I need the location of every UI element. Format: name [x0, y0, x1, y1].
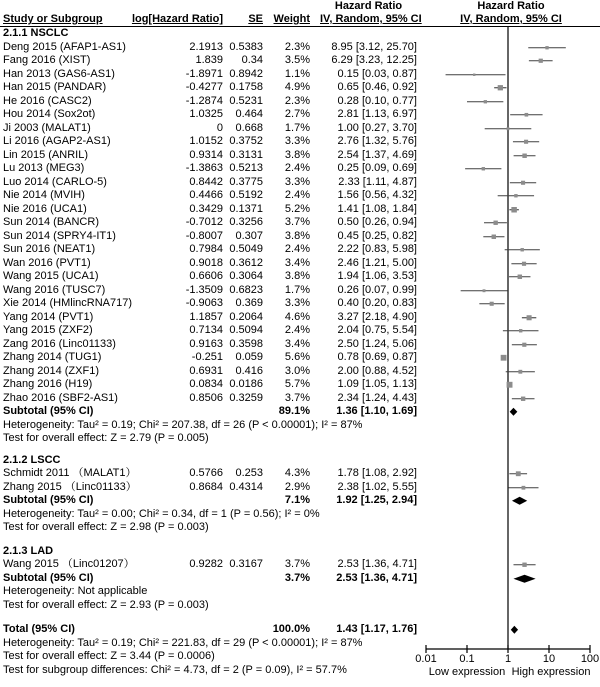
study-row: [0, 176, 600, 190]
study-row: [0, 297, 600, 311]
study-row: [0, 68, 600, 82]
study-se: 0.416: [235, 364, 263, 377]
study-se: 0.3167: [229, 558, 263, 570]
study-ci: 1.78 [1.08, 2.92]: [337, 467, 417, 479]
study-se: 0.5231: [229, 94, 263, 107]
hazard-ratio-title-text-column: Hazard Ratio: [334, 0, 403, 12]
study-se: 0.5094: [229, 324, 263, 336]
study-loghr: 0.8684: [189, 480, 223, 493]
study-weight: 4.9%: [284, 81, 310, 93]
subtotal-row: [0, 494, 600, 508]
hazard-ratio-title-plot-column: Hazard Ratio: [477, 0, 545, 12]
subtotal-ci: 2.53 [1.36, 4.71]: [336, 571, 417, 584]
axis-tick-label: 0.1: [459, 653, 475, 665]
heterogeneity-row: [0, 419, 600, 433]
subtotal-label: Subtotal (95% CI): [3, 405, 94, 417]
study-ci: 3.27 [2.18, 4.90]: [337, 310, 417, 323]
axis-label-low-expression: Low expression: [428, 666, 506, 678]
study-name: Xie 2014 (HMlincRNA717): [3, 297, 132, 309]
study-name: Wang 2015 (UCA1): [3, 270, 99, 282]
column-header-weight: Weight: [273, 13, 310, 25]
study-weight: 2.4%: [284, 324, 310, 336]
overall-effect-row-text: Test for overall effect: Z = 2.79 (P = 0.005): [3, 432, 209, 444]
section-gap: [0, 446, 600, 454]
study-row: [0, 351, 600, 365]
study-row: [0, 270, 600, 284]
heterogeneity-row-text: Heterogeneity: Not applicable: [3, 585, 148, 597]
study-row: [0, 162, 600, 176]
study-weight: 2.4%: [284, 243, 310, 255]
study-row: [0, 558, 600, 572]
study-loghr: -0.251: [191, 351, 223, 363]
heterogeneity-row-text: Heterogeneity: Tau² = 0.19; Chi² = 207.38, df = 26 (P < 0.00001); I² = 87%: [3, 418, 363, 431]
study-name: Zang 2016 (Linc01133): [3, 337, 116, 350]
study-se: 0.253: [235, 467, 263, 479]
study-weight: 3.3%: [284, 175, 310, 188]
study-name: Fang 2016 (XIST): [3, 54, 91, 66]
study-name: Yang 2015 (ZXF2): [3, 324, 93, 336]
study-ci: 0.25 [0.09, 0.69]: [337, 162, 417, 174]
study-ci: 1.09 [1.05, 1.13]: [337, 378, 417, 390]
study-loghr: 0.6931: [189, 364, 223, 377]
column-header-study: Study or Subgroup: [3, 13, 103, 25]
study-loghr: 0.6606: [189, 270, 223, 282]
study-weight: 5.2%: [284, 202, 310, 215]
subtotal-weight: 7.1%: [284, 494, 310, 506]
study-weight: 3.7%: [284, 391, 310, 404]
study-loghr: -0.4277: [185, 81, 223, 93]
study-ci: 6.29 [3.23, 12.25]: [331, 54, 417, 66]
overall-effect-row: [0, 521, 600, 535]
study-loghr: 0.4466: [189, 189, 223, 201]
study-se: 0.3775: [229, 175, 263, 188]
axis-tick-label: 10: [542, 653, 556, 665]
study-weight: 1.1%: [284, 67, 310, 80]
study-row: [0, 41, 600, 55]
subtotal-label: Subtotal (95% CI): [3, 494, 94, 506]
study-loghr: 0.9282: [189, 558, 223, 570]
study-row: [0, 467, 600, 481]
column-header-se: SE: [248, 13, 263, 25]
study-weight: 3.8%: [284, 148, 310, 161]
study-weight: 2.7%: [284, 108, 310, 120]
heterogeneity-row: [0, 508, 600, 522]
study-name: Zhang 2014 (ZXF1): [3, 364, 99, 377]
subgroup-heading-label: 2.1.3 LAD: [3, 544, 54, 557]
study-row: [0, 392, 600, 406]
study-ci: 8.95 [3.12, 25.70]: [331, 40, 417, 53]
study-weight: 3.4%: [284, 337, 310, 350]
study-loghr: 0.9018: [189, 256, 223, 269]
study-se: 0.0186: [229, 378, 263, 390]
study-name: Wang 2015 （Linc01207）: [3, 558, 135, 570]
study-loghr: 0.9314: [189, 148, 223, 161]
study-weight: 1.7%: [284, 283, 310, 296]
study-se: 0.3598: [229, 337, 263, 350]
study-loghr: -0.9063: [185, 297, 223, 309]
study-weight: 4.3%: [284, 467, 310, 479]
study-row: [0, 257, 600, 271]
study-weight: 3.8%: [284, 229, 310, 242]
study-weight: 5.7%: [284, 378, 310, 390]
overall-effect-row-text: Test for overall effect: Z = 2.98 (P = 0.003): [3, 521, 209, 533]
study-weight: 3.4%: [284, 256, 310, 269]
study-name: Sun 2014 (BANCR): [3, 216, 99, 228]
total-ci: 1.43 [1.17, 1.76]: [336, 623, 417, 635]
study-name: Deng 2015 (AFAP1-AS1): [3, 40, 126, 53]
axis-label-high-expression: High expression: [511, 666, 591, 678]
study-name: Zhang 2015 （Linc01133）: [3, 480, 137, 493]
study-row: [0, 378, 600, 392]
study-ci: 0.15 [0.03, 0.87]: [337, 67, 417, 80]
study-ci: 0.26 [0.07, 0.99]: [337, 283, 417, 296]
study-se: 0.4314: [229, 480, 263, 493]
overall-effect-row-text: Test for overall effect: Z = 2.93 (P = 0.003): [3, 598, 209, 611]
subgroup-heading-label: 2.1.2 LSCC: [3, 453, 61, 466]
study-ci: 0.50 [0.26, 0.94]: [337, 216, 417, 228]
study-ci: 1.56 [0.56, 4.32]: [337, 189, 417, 201]
subtotal-row: [0, 405, 600, 419]
study-name: Wang 2016 (TUSC7): [3, 283, 106, 296]
study-ci: 2.04 [0.75, 5.54]: [337, 324, 417, 336]
study-loghr: 1.0325: [189, 108, 223, 120]
study-ci: 2.54 [1.37, 4.69]: [337, 148, 417, 161]
study-loghr: 0.0834: [189, 378, 223, 390]
study-weight: 3.0%: [284, 364, 310, 377]
study-row: [0, 81, 600, 95]
study-weight: 2.4%: [284, 162, 310, 174]
study-ci: 0.28 [0.10, 0.77]: [337, 94, 417, 107]
study-se: 0.3131: [229, 148, 263, 161]
study-name: Luo 2014 (CARLO-5): [3, 175, 107, 188]
study-weight: 3.5%: [284, 54, 310, 66]
study-se: 0.5383: [229, 40, 263, 53]
study-name: Sun 2014 (SPRY4-IT1): [3, 229, 116, 242]
total-overall-effect-row-text: Test for overall effect: Z = 3.44 (P = 0.0006): [3, 650, 215, 662]
axis-tick-label: 0.01: [415, 653, 437, 665]
study-se: 0.307: [235, 229, 263, 242]
subtotal-weight: 89.1%: [278, 405, 310, 417]
subtotal-ci: 1.92 [1.25, 2.94]: [336, 494, 417, 506]
study-loghr: 0.5766: [189, 467, 223, 479]
study-weight: 3.3%: [284, 297, 310, 309]
study-loghr: -1.8971: [185, 67, 223, 80]
study-se: 0.5049: [229, 243, 263, 255]
study-loghr: 0.7134: [189, 324, 223, 336]
study-loghr: -0.8007: [185, 229, 223, 242]
study-weight: 5.6%: [284, 351, 310, 363]
study-row: [0, 365, 600, 379]
study-se: 0.3256: [229, 216, 263, 228]
study-loghr: 0: [216, 121, 223, 134]
study-weight: 1.7%: [284, 121, 310, 134]
study-name: Zhao 2016 (SBF2-AS1): [3, 391, 118, 404]
study-ci: 2.81 [1.13, 6.97]: [337, 108, 417, 120]
study-name: He 2016 (CASC2): [3, 94, 92, 107]
study-weight: 2.3%: [284, 94, 310, 107]
study-row: [0, 243, 600, 257]
study-ci: 0.40 [0.20, 0.83]: [337, 297, 417, 309]
subtotal-label: Subtotal (95% CI): [3, 571, 94, 584]
study-se: 0.464: [235, 108, 263, 120]
overall-effect-row: [0, 599, 600, 613]
study-name: Wan 2016 (PVT1): [3, 256, 91, 269]
study-se: 0.059: [235, 351, 263, 363]
study-name: Han 2015 (PANDAR): [3, 81, 107, 93]
study-row: [0, 230, 600, 244]
study-ci: 2.53 [1.36, 4.71]: [337, 558, 417, 570]
overall-effect-row: [0, 432, 600, 446]
study-name: Li 2016 (AGAP2-AS1): [3, 135, 111, 147]
study-row: [0, 149, 600, 163]
column-header-ci-text: IV, Random, 95% CI: [320, 13, 422, 25]
study-name: Lin 2015 (ANRIL): [3, 148, 88, 161]
study-loghr: -1.2874: [185, 94, 223, 107]
study-loghr: 0.7984: [189, 243, 223, 255]
study-row: [0, 338, 600, 352]
study-se: 0.668: [235, 121, 263, 134]
study-row: [0, 481, 600, 495]
study-se: 0.3752: [229, 135, 263, 147]
study-weight: 3.7%: [284, 558, 310, 570]
study-loghr: 0.8506: [189, 391, 223, 404]
study-name: Schmidt 2011 （MALAT1）: [3, 467, 137, 479]
subgroup-heading: [0, 27, 600, 41]
study-name: Zhang 2014 (TUG1): [3, 351, 102, 363]
study-ci: 2.34 [1.24, 4.43]: [337, 391, 417, 404]
axis-tick-label: 1: [504, 653, 512, 665]
study-se: 0.1758: [229, 81, 263, 93]
total-weight: 100.0%: [272, 623, 310, 635]
subtotal-ci: 1.36 [1.10, 1.69]: [336, 405, 417, 417]
study-row: [0, 135, 600, 149]
subgroup-heading: [0, 454, 600, 468]
study-se: 0.8942: [229, 67, 263, 80]
study-se: 0.5192: [229, 189, 263, 201]
study-loghr: 1.1857: [189, 310, 223, 323]
study-row: [0, 311, 600, 325]
study-se: 0.3612: [229, 256, 263, 269]
study-name: Yang 2014 (PVT1): [3, 310, 94, 323]
table-body: [0, 27, 600, 677]
study-se: 0.34: [241, 54, 263, 66]
study-name: Ji 2003 (MALAT1): [3, 121, 91, 134]
study-name: Hou 2014 (Sox2ot): [3, 108, 96, 120]
study-se: 0.2064: [229, 310, 263, 323]
study-name: Sun 2016 (NEAT1): [3, 243, 96, 255]
study-name: Nie 2014 (MVIH): [3, 189, 85, 201]
study-weight: 3.8%: [284, 270, 310, 282]
study-name: Nie 2016 (UCA1): [3, 202, 87, 215]
study-se: 0.3259: [229, 391, 263, 404]
study-se: 0.369: [235, 297, 263, 309]
study-ci: 0.65 [0.46, 0.92]: [337, 81, 417, 93]
subgroup-differences-row-text: Test for subgroup differences: Chi² = 4.73, df = 2 (P = 0.09), I² = 57.7%: [3, 663, 347, 676]
subtotal-weight: 3.7%: [284, 571, 310, 584]
total-heterogeneity-row-text: Heterogeneity: Tau² = 0.19; Chi² = 221.83, df = 29 (P < 0.00001); I² = 87%: [3, 636, 363, 649]
study-weight: 3.3%: [284, 135, 310, 147]
study-se: 0.5213: [229, 162, 263, 174]
study-ci: 0.78 [0.69, 0.87]: [337, 351, 417, 363]
study-se: 0.1371: [229, 202, 263, 215]
study-ci: 2.46 [1.21, 5.00]: [337, 256, 417, 269]
study-loghr: 0.9163: [189, 337, 223, 350]
study-name: Han 2013 (GAS6-AS1): [3, 67, 115, 80]
study-row: [0, 189, 600, 203]
study-ci: 1.41 [1.08, 1.84]: [337, 202, 417, 215]
study-row: [0, 95, 600, 109]
subgroup-heading-label: 2.1.1 NSCLC: [3, 27, 69, 39]
total-row: [0, 623, 600, 637]
study-name: Lu 2013 (MEG3): [3, 162, 85, 174]
study-row: [0, 324, 600, 338]
study-row: [0, 54, 600, 68]
column-header-ci-plot: IV, Random, 95% CI: [460, 13, 562, 25]
study-ci: 0.45 [0.25, 0.82]: [337, 229, 417, 242]
heterogeneity-row: [0, 585, 600, 599]
study-weight: 2.4%: [284, 189, 310, 201]
study-ci: 1.94 [1.06, 3.53]: [337, 270, 417, 282]
subtotal-row: [0, 572, 600, 586]
study-loghr: -0.7012: [185, 216, 223, 228]
study-name: Zhang 2016 (H19): [3, 378, 93, 390]
total-heterogeneity-row: [0, 637, 600, 651]
study-weight: 2.9%: [284, 480, 310, 493]
study-loghr: -1.3863: [185, 162, 223, 174]
study-loghr: 1.0152: [189, 135, 223, 147]
study-ci: 1.00 [0.27, 3.70]: [337, 121, 417, 134]
study-weight: 3.7%: [284, 216, 310, 228]
column-header-loghr: log[Hazard Ratio]: [131, 13, 223, 25]
table-header: [0, 0, 600, 27]
study-se: 0.6823: [229, 283, 263, 296]
study-row: [0, 203, 600, 217]
study-row: [0, 122, 600, 136]
study-ci: 2.50 [1.24, 5.06]: [337, 337, 417, 350]
study-ci: 2.00 [0.88, 4.52]: [337, 364, 417, 377]
study-weight: 2.3%: [284, 40, 310, 53]
study-row: [0, 284, 600, 298]
study-loghr: -1.3509: [185, 283, 223, 296]
study-ci: 2.22 [0.83, 5.98]: [337, 243, 417, 255]
study-weight: 4.6%: [284, 310, 310, 323]
axis-tick-label: 100: [580, 653, 600, 665]
heterogeneity-row-text: Heterogeneity: Tau² = 0.00; Chi² = 0.34, df = 1 (P = 0.56); I² = 0%: [3, 507, 320, 520]
study-ci: 2.76 [1.32, 5.76]: [337, 135, 417, 147]
study-loghr: 0.8442: [189, 175, 223, 188]
study-loghr: 0.3429: [189, 202, 223, 215]
study-se: 0.3064: [229, 270, 263, 282]
study-ci: 2.33 [1.11, 4.87]: [338, 175, 417, 188]
study-ci: 2.38 [1.02, 5.55]: [337, 480, 417, 493]
subgroup-heading: [0, 545, 600, 559]
section-gap: [0, 535, 600, 545]
study-row: [0, 216, 600, 230]
section-gap: [0, 612, 600, 623]
study-row: [0, 108, 600, 122]
study-loghr: 1.839: [195, 54, 223, 66]
study-loghr: 2.1913: [189, 40, 223, 53]
total-label: Total (95% CI): [3, 623, 75, 635]
